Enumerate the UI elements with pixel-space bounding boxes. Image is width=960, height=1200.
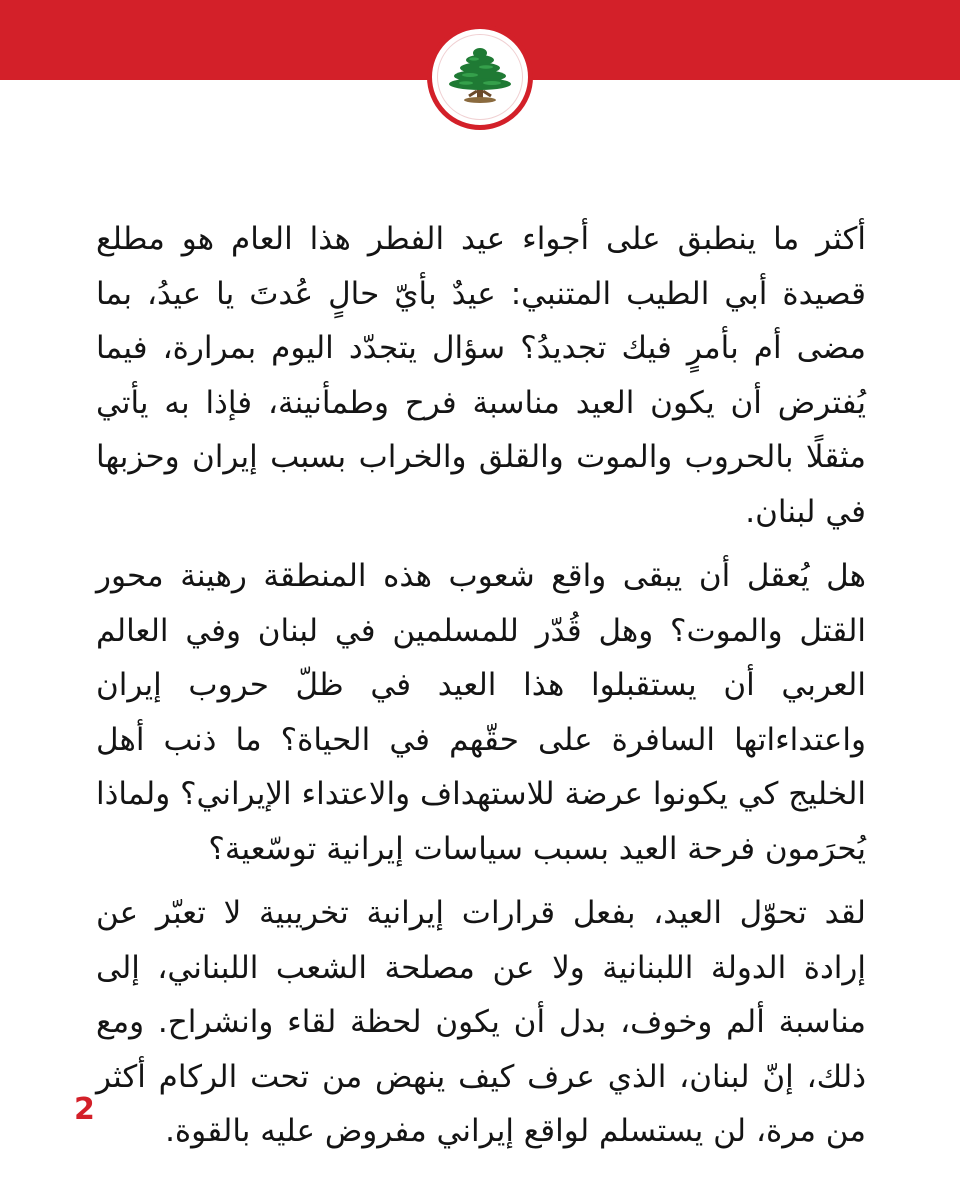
article-body <box>96 212 866 1169</box>
page-number: 2 <box>74 1092 95 1127</box>
paragraph: أكثر ما ينطبق على أجواء عيد الفطر هذا العام هو مطلع قصيدة أبي الطيب المتنبي: عيدٌ بأيّ حالٍ عُدتَ يا عيدُ، بما مضى أم بأمرٍ فيك تجديدُ؟ سؤال يتجدّد اليوم بمرارة، فيما يُفترض أن يكون العيد مناسبة فرح وطمأنينة، فإذا به يأتي مثقلًا بالحروب والموت والقلق والخراب بسبب إيران وحزبها في لبنان. <box>96 221 866 530</box>
paragraph: لقد تحوّل العيد، بفعل قرارات إيرانية تخريبية لا تعبّر عن إرادة الدولة اللبنانية ولا عن مصلحة الشعب اللبناني، إلى مناسبة ألم وخوف، بدل أن يكون لحظة لقاء وانشراح. ومع ذلك، إنّ لبنان، الذي عرف كيف ينهض من تحت الركام أكثر من مرة، لن يستسلم لواقع إيراني مفروض عليه بالقوة. <box>96 895 866 1149</box>
paragraph: هل يُعقل أن يبقى واقع شعوب هذه المنطقة رهينة محور القتل والموت؟ وهل قُدّر للمسلمين في لبنان وفي العالم العربي أن يستقبلوا هذا العيد في ظلّ حروب إيران واعتداءاتها السافرة على حقّهم في الحياة؟ ما ذنب أهل الخليج كي يكونوا عرضة للاستهداف والاعتداء الإيراني؟ ولماذا يُحرَمون فرحة العيد بسبب سياسات إيرانية توسّعية؟ <box>96 558 866 867</box>
party-logo <box>427 24 533 130</box>
cedar-tree-icon <box>444 41 516 113</box>
